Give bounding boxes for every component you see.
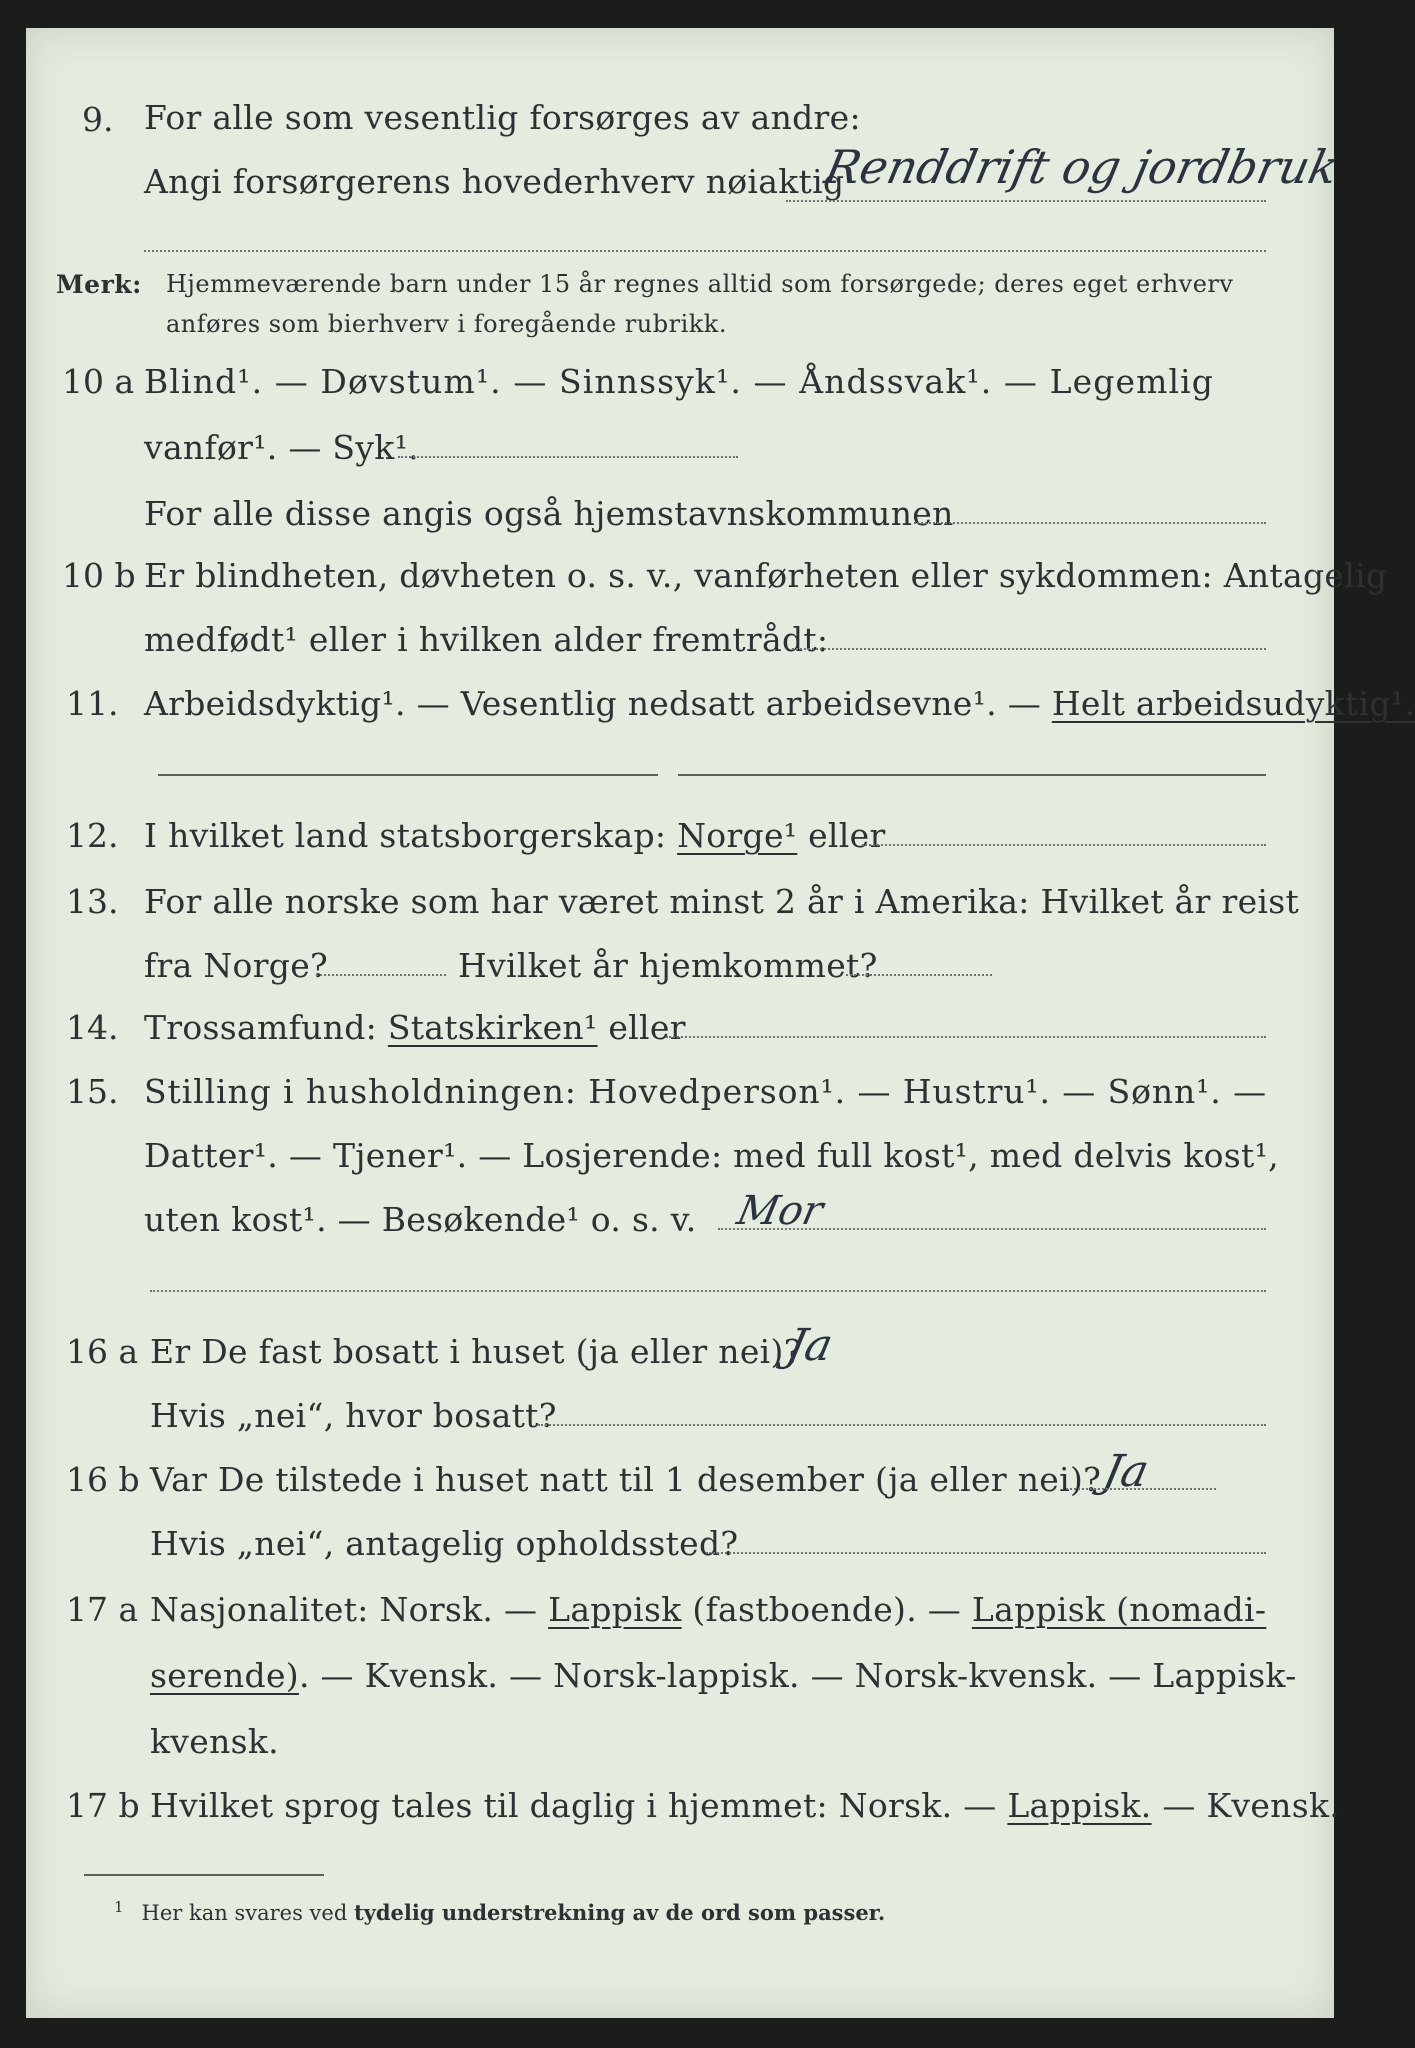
- q16a-handwritten-answer: Ja: [782, 1320, 838, 1371]
- q11-rule-right: [678, 774, 1266, 776]
- q16b-line-1: Var De tilstede i huset natt til 1 desember (ja eller nei)?: [150, 1460, 1102, 1499]
- question-number-11: 11.: [66, 684, 119, 723]
- q9-line-1: For alle som vesentlig forsørges av andre:: [144, 98, 861, 137]
- q10a-line-1: Blind¹. — Døvstum¹. — Sinnssyk¹. — Åndssvak¹. — Legemlig: [144, 362, 1215, 401]
- question-number-17b: 17 b: [66, 1786, 140, 1825]
- footnote-bold-text: tydelig understrekning av de ord som passer.: [353, 1900, 886, 1925]
- q15-line-3: uten kost¹. — Besøkende¹ o. s. v.: [144, 1200, 697, 1239]
- q16b-dots-1: [1066, 1488, 1216, 1490]
- q13-line-1: For alle norske som har været minst 2 år i Amerika: Hvilket år reist: [144, 882, 1300, 921]
- question-number-12: 12.: [66, 816, 119, 855]
- q17a-line-1: [150, 1590, 1266, 1629]
- q10a-line-2: vanfør¹. — Syk¹.: [144, 428, 419, 467]
- q13-line-2a: fra Norge?: [144, 946, 329, 985]
- q14-line: [144, 1008, 686, 1047]
- q17a-line-3: kvensk.: [150, 1722, 279, 1761]
- merk-line-1: Hjemmeværende barn under 15 år regnes alltid som forsørgede; deres eget erhverv: [166, 270, 1234, 298]
- question-number-10a: 10 a: [62, 362, 135, 401]
- q16b-line-2: Hvis „nei“, antagelig opholdssted?: [150, 1524, 739, 1563]
- q17b-question: Hvilket sprog tales til daglig i hjemmet: Norsk. —: [150, 1786, 1008, 1825]
- q10a-line-3-dots: [914, 522, 1266, 524]
- q17a-nomadiserende-underlined: Lappisk (nomadi-: [971, 1590, 1267, 1629]
- q10b-line-1: Er blindheten, døvheten o. s. v., vanførheten eller sykdommen: Antagelig: [144, 556, 1388, 595]
- question-number-13: 13.: [66, 882, 119, 921]
- footnote: [114, 1898, 885, 1925]
- census-form-page: [26, 28, 1415, 2018]
- q15-handwritten-answer: Mor: [733, 1188, 828, 1234]
- question-number-9: 9.: [82, 100, 114, 139]
- question-number-10b: 10 b: [62, 556, 136, 595]
- q10b-line-2: medfødt¹ eller i hvilken alder fremtrådt:: [144, 620, 829, 659]
- q9-answer-line: [786, 200, 1266, 202]
- q12-line: [144, 816, 886, 855]
- question-number-17a: 17 a: [66, 1590, 139, 1629]
- q17a-lappisk-underlined: Lappisk: [548, 1590, 682, 1629]
- q10a-line-2-dots: [398, 456, 738, 458]
- q17b-kvensk: — Kvensk.: [1151, 1786, 1341, 1825]
- q12-eller: eller: [797, 816, 886, 855]
- q11-rule-left: [158, 774, 658, 776]
- q12-question: I hvilket land statsborgerskap:: [144, 816, 678, 855]
- footnote-text: Her kan svares ved: [141, 1901, 354, 1925]
- q17b-lappisk-underlined: Lappisk.: [1007, 1786, 1152, 1825]
- q14-dots: [666, 1036, 1266, 1038]
- q10a-line-3: For alle disse angis også hjemstavnskommunen: [144, 494, 954, 533]
- merk-label: Merk:: [56, 270, 142, 299]
- q16a-dots: [538, 1424, 1266, 1426]
- q9-handwritten-answer: Renddrift og jordbruk: [820, 140, 1344, 194]
- q17b-line: [150, 1786, 1340, 1825]
- q17a-serende-underlined: serende): [150, 1656, 299, 1695]
- q16b-handwritten-answer: Ja: [1098, 1446, 1154, 1497]
- q10b-line-2-dots: [792, 648, 1266, 650]
- q17a-fastboende: (fastboende). —: [681, 1590, 972, 1629]
- q15-second-line: [150, 1290, 1266, 1292]
- q14-eller: eller: [597, 1008, 686, 1047]
- q11-options: Arbeidsdyktig¹. — Vesentlig nedsatt arbeidsevne¹. —: [144, 684, 1052, 723]
- q15-dots: [718, 1228, 1266, 1230]
- q13-line-2b: Hvilket år hjemkommet?: [458, 946, 878, 985]
- q15-line-2: Datter¹. — Tjener¹. — Losjerende: med full kost¹, med delvis kost¹,: [144, 1136, 1279, 1175]
- footnote-mark: 1: [114, 1898, 124, 1916]
- q16b-dots-2: [706, 1552, 1266, 1554]
- question-number-16a: 16 a: [66, 1332, 139, 1371]
- q17a-line-2: [150, 1656, 1297, 1695]
- q12-underlined-answer: Norge¹: [677, 816, 798, 855]
- q12-dots: [862, 844, 1266, 846]
- question-number-14: 14.: [66, 1008, 119, 1047]
- q16a-line-1: Er De fast bosatt i huset (ja eller nei)?: [150, 1332, 802, 1371]
- q15-line-1: Stilling i husholdningen: Hovedperson¹. — Hustru¹. — Sønn¹. —: [144, 1072, 1267, 1111]
- q9-second-line: [144, 250, 1266, 252]
- q16a-line-2: Hvis „nei“, hvor bosatt?: [150, 1396, 557, 1435]
- question-number-15: 15.: [66, 1072, 119, 1111]
- q14-underlined-answer: Statskirken¹: [387, 1008, 598, 1047]
- q11-underlined-answer: Helt arbeidsudyktig¹.: [1051, 684, 1415, 723]
- q9-line-2: Angi forsørgerens hovederhverv nøiaktig: [144, 162, 845, 201]
- q11-line-1: [144, 684, 1415, 723]
- q17a-other-options: . — Kvensk. — Norsk-lappisk. — Norsk-kvensk. — Lappisk-: [298, 1656, 1297, 1695]
- question-number-16b: 16 b: [66, 1460, 140, 1499]
- q17a-norsk: Nasjonalitet: Norsk. —: [150, 1590, 549, 1629]
- q13-dots-1: [316, 974, 446, 976]
- q14-question: Trossamfund:: [144, 1008, 388, 1047]
- footnote-rule: [84, 1874, 324, 1876]
- q13-dots-2: [846, 974, 992, 976]
- merk-line-2: anføres som bierhverv i foregående rubrikk.: [166, 310, 727, 338]
